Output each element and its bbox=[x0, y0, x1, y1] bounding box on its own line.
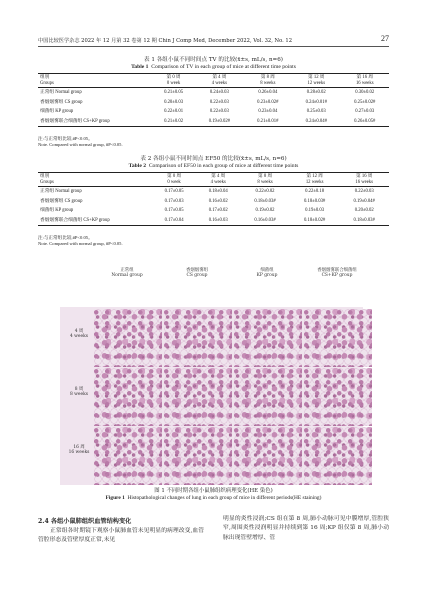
table2-notes bbox=[38, 235, 123, 247]
table-row bbox=[38, 107, 389, 117]
value-cell: 0.23±0.04 bbox=[258, 109, 278, 115]
value-cell: 0.22±0.01 bbox=[164, 109, 184, 115]
col-header-en: 4 weeks bbox=[195, 81, 243, 88]
table1-title-en: Table 1 Comparison of TV in each group of mice at different time points bbox=[131, 64, 296, 70]
section-heading: 2.4 各组小鼠肺组织血管结构变化 bbox=[38, 518, 132, 525]
group-name-cell: 正常组 Normal group bbox=[40, 189, 82, 195]
col-header-en: 16 weeks bbox=[340, 81, 389, 88]
col-header-cn: 第 12 周 bbox=[292, 74, 340, 81]
he-panel-kp-16w bbox=[234, 427, 302, 485]
col-header-cn: 第 8 周 bbox=[240, 173, 290, 180]
value-cell: 0.18±0.03# bbox=[254, 198, 276, 204]
value-cell: 0.24±0.03 bbox=[209, 90, 229, 96]
group-name-cell: 香烟烟雾联合细菌组 CS+KP group bbox=[38, 216, 152, 226]
page-number: 27 bbox=[381, 34, 389, 43]
table1-note-en: Note. Compared with normal group, #P<0.05. bbox=[38, 142, 123, 147]
fig-row-label-4w: 4 周 4 weeks bbox=[69, 329, 89, 340]
col-header-cn: 第 12 周 bbox=[290, 173, 340, 180]
figure1-caption-en: Figure 1 Histopathological changes of lung in each group of mice in different periods(HE staining) bbox=[105, 495, 322, 501]
value-cell: 0.25±0.03 bbox=[306, 109, 326, 115]
col-header-en: Groups bbox=[38, 81, 152, 88]
table1-title-cn: 表 1 各组小鼠不同时间点 TV 的比较(x̄±s, mL/s, n=6) bbox=[144, 57, 283, 63]
value-cell: 0.20±0.03 bbox=[164, 99, 184, 105]
group-name-cell: 正常组 Normal group bbox=[40, 90, 82, 96]
col-header-en: 12 weeks bbox=[290, 180, 340, 187]
group-name-cell: 香烟烟雾联合细菌组 CS+KP group bbox=[38, 117, 152, 127]
he-panel-cskp-4w bbox=[304, 309, 372, 367]
he-panel-cskp-16w bbox=[304, 427, 372, 485]
col-header-cn: 组别 bbox=[38, 74, 152, 81]
col-header-en: 0 week bbox=[152, 81, 195, 88]
he-panel-cs-8w bbox=[164, 368, 232, 426]
table-row bbox=[38, 98, 389, 108]
he-panel-normal-16w bbox=[94, 427, 162, 485]
table1-note-cn: 注:与正常组比较,#P<0.05。 bbox=[38, 136, 93, 141]
table-row bbox=[38, 117, 389, 127]
value-cell: 0.18±0.03# bbox=[339, 216, 389, 226]
table2-caption bbox=[38, 156, 389, 170]
value-cell: 0.26±0.05# bbox=[340, 117, 389, 127]
value-cell: 0.21±0.02 bbox=[152, 117, 195, 127]
value-cell: 0.24±0.01# bbox=[305, 99, 327, 105]
he-panel-cs-4w bbox=[164, 309, 232, 367]
col-header-en: 12 weeks bbox=[292, 81, 340, 88]
table-row bbox=[38, 206, 389, 216]
col-header-en: 8 weeks bbox=[240, 180, 290, 187]
body-right-column: 明显的炎性浸润;CS 组在第 8 周,肺小动脉可见中膜增厚,管腔狭窄,周围炎性浸润明显并持续到第 16 周;KP 组仅第 8 周,肺小动脉出现管壁增厚、管 bbox=[223, 516, 389, 541]
value-cell: 0.24±0.04# bbox=[292, 117, 340, 127]
table-row bbox=[38, 197, 389, 207]
value-cell: 0.18±0.02# bbox=[290, 216, 340, 226]
col-header-cn: 第 0 周 bbox=[152, 74, 195, 81]
fig-col-label-normal: 正常组 Normal group bbox=[111, 268, 143, 279]
value-cell: 0.26±0.04 bbox=[258, 90, 278, 96]
value-cell: 0.19±0.03 bbox=[305, 208, 325, 214]
he-panel-normal-8w bbox=[94, 368, 162, 426]
running-header bbox=[38, 36, 389, 47]
value-cell: 0.30±0.02 bbox=[355, 90, 375, 96]
col-header-en: 0 week bbox=[152, 180, 196, 187]
table2-title-cn: 表 2 各组小鼠不同时间点 EF50 的比较(x̄±s, mL/s, n=6) bbox=[140, 156, 287, 162]
he-panel-cskp-8w bbox=[304, 368, 372, 426]
value-cell: 0.18±0.04 bbox=[208, 189, 228, 195]
col-header-en: Groups bbox=[38, 180, 152, 187]
value-cell: 0.21±0.05 bbox=[164, 90, 184, 96]
table2-title-en: Table 2 Comparison of EF50 in each group of mice at different time points bbox=[128, 163, 299, 169]
col-header-cn: 第 16 周 bbox=[340, 74, 389, 81]
col-header-en: 8 weeks bbox=[244, 81, 292, 88]
value-cell: 0.28±0.02 bbox=[306, 90, 326, 96]
table-row bbox=[38, 216, 389, 226]
table2-note-cn: 注:与正常组比较,#P<0.05。 bbox=[38, 235, 93, 240]
fig-col-label-cskp: 香烟烟雾联合细菌组 CS+KP group bbox=[317, 268, 357, 279]
body-left-column: 正常组各时期镜下观察小鼠肺血管未见明显的病理改变,血管管腔形态及管壁厚度正常,未见 bbox=[38, 528, 204, 544]
value-cell: 0.17±0.04 bbox=[152, 216, 196, 226]
he-panel-kp-8w bbox=[234, 368, 302, 426]
fig-col-label-cs: 香烟烟雾组 CS group bbox=[186, 268, 208, 279]
value-cell: 0.23±0.02# bbox=[257, 99, 279, 105]
col-header-cn: 第 8 周 bbox=[244, 74, 292, 81]
col-header-cn: 第 0 周 bbox=[152, 173, 196, 180]
fig-row-label-16w: 16 周 16 weeks bbox=[68, 445, 90, 456]
value-cell: 0.19±0.04# bbox=[353, 198, 375, 204]
value-cell: 0.17±0.05 bbox=[164, 208, 184, 214]
group-name-cell: 细菌组 KP group bbox=[40, 109, 74, 115]
value-cell: 0.17±0.02 bbox=[208, 208, 228, 214]
value-cell: 0.16±0.03# bbox=[240, 216, 290, 226]
value-cell: 0.22±0.02 bbox=[255, 189, 275, 195]
fig-col-label-kp: 细菌组 KP group bbox=[256, 268, 278, 279]
group-name-cell: 细菌组 KP group bbox=[40, 208, 74, 214]
value-cell: 0.17±0.03 bbox=[164, 198, 184, 204]
value-cell: 0.17±0.05 bbox=[164, 189, 184, 195]
table-row bbox=[38, 88, 389, 98]
table2 bbox=[38, 172, 389, 226]
he-panel-kp-4w bbox=[234, 309, 302, 367]
col-header-cn: 组别 bbox=[38, 173, 152, 180]
value-cell: 0.25±0.02# bbox=[354, 99, 376, 105]
value-cell: 0.22±0.18 bbox=[305, 189, 325, 195]
value-cell: 0.22±0.03 bbox=[354, 189, 374, 195]
value-cell: 0.18±0.03# bbox=[303, 198, 326, 204]
table1 bbox=[38, 73, 389, 127]
col-header-cn: 第 4 周 bbox=[196, 173, 240, 180]
group-name-cell: 香烟烟雾组 CS group bbox=[40, 99, 83, 105]
value-cell: 0.21±0.01# bbox=[244, 117, 292, 127]
table-row bbox=[38, 187, 389, 197]
he-panel-cs-16w bbox=[164, 427, 232, 485]
col-header-en: 4 weeks bbox=[196, 180, 240, 187]
value-cell: 0.19±0.02 bbox=[255, 208, 275, 214]
value-cell: 0.27±0.03 bbox=[355, 109, 375, 115]
group-name-cell: 香烟烟雾组 CS group bbox=[40, 198, 83, 204]
he-panel-normal-4w bbox=[94, 309, 162, 367]
value-cell: 0.16±0.03 bbox=[196, 216, 240, 226]
figure1-caption-cn: 图 1 不同时期各组小鼠肺组织病理变化(HE 染色) bbox=[154, 488, 273, 494]
value-cell: 0.22±0.03 bbox=[209, 109, 229, 115]
col-header-cn: 第 16 周 bbox=[339, 173, 389, 180]
table2-note-en: Note. Compared with normal group, #P<0.05. bbox=[38, 241, 123, 246]
table1-caption bbox=[38, 57, 389, 71]
col-header-cn: 第 4 周 bbox=[195, 74, 243, 81]
table1-notes bbox=[38, 136, 123, 148]
value-cell: 0.20±0.02 bbox=[354, 208, 374, 214]
value-cell: 0.22±0.03 bbox=[209, 99, 229, 105]
figure1-caption bbox=[38, 488, 389, 502]
journal-line: 中国比较医学杂志 2022 年 12 月第 32 卷第 12 期 Chin J Comp Med, December 2022, Vol. 32, No. 12 bbox=[38, 38, 292, 44]
col-header-en: 16 weeks bbox=[339, 180, 389, 187]
value-cell: 0.16±0.02 bbox=[208, 198, 228, 204]
value-cell: 0.19±0.02# bbox=[195, 117, 243, 127]
fig-row-label-8w: 8 周 8 weeks bbox=[69, 387, 89, 398]
